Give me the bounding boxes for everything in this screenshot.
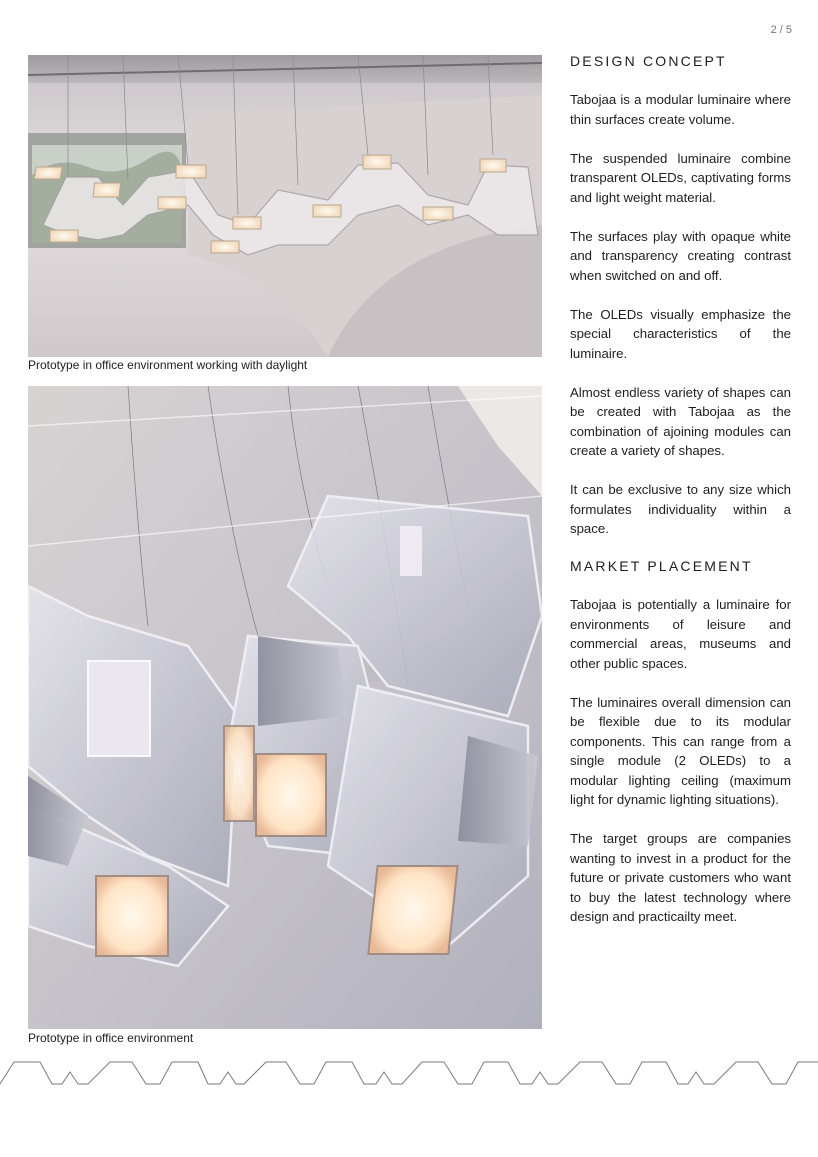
photo-caption-daylight: Prototype in office environment working with daylight [28, 358, 308, 372]
photo-prototype-office [28, 386, 542, 1029]
design-concept-section [570, 52, 791, 539]
design-concept-heading: DESIGN CONCEPT [570, 53, 727, 69]
market-placement-paragraph: Tabojaa is potentially a luminaire for environments of leisure and commercial areas, museums and other public spaces. [570, 597, 791, 671]
design-concept-paragraph: Tabojaa is a modular luminaire where thin surfaces create volume. [570, 92, 791, 127]
design-concept-paragraph: The suspended luminaire combine transparent OLEDs, captivating forms and light weight material. [570, 150, 791, 205]
design-concept-paragraph: The OLEDs visually emphasize the special characteristics of the luminaire. [570, 306, 791, 361]
page-number: 2 / 5 [770, 24, 792, 36]
market-placement-heading: MARKET PLACEMENT [570, 558, 753, 574]
footer-zigzag-decoration [0, 1058, 818, 1088]
design-concept-paragraph: Almost endless variety of shapes can be created with Tabojaa as the combination of ajoining modules can create a variety of shapes. [570, 384, 791, 458]
market-placement-paragraph: The luminaires overall dimension can be flexible due to its modular components. This can range from a single module (2 OLEDs) to a modular lighting ceiling (maximum light for dynamic lighting situations). [570, 694, 791, 807]
market-placement-section [570, 557, 791, 927]
market-placement-paragraph: The target groups are companies wanting to invest in a product for the future or private customers who want to buy the latest technology where design and practicailty meet. [570, 831, 791, 924]
design-concept-paragraph: The surfaces play with opaque white and transparency creating contrast when switched on and off. [570, 228, 791, 283]
photo-caption-office: Prototype in office environment [28, 1031, 194, 1045]
design-concept-paragraph: It can be exclusive to any size which formulates individuality within a space. [570, 482, 791, 536]
photo-prototype-daylight [28, 55, 542, 357]
